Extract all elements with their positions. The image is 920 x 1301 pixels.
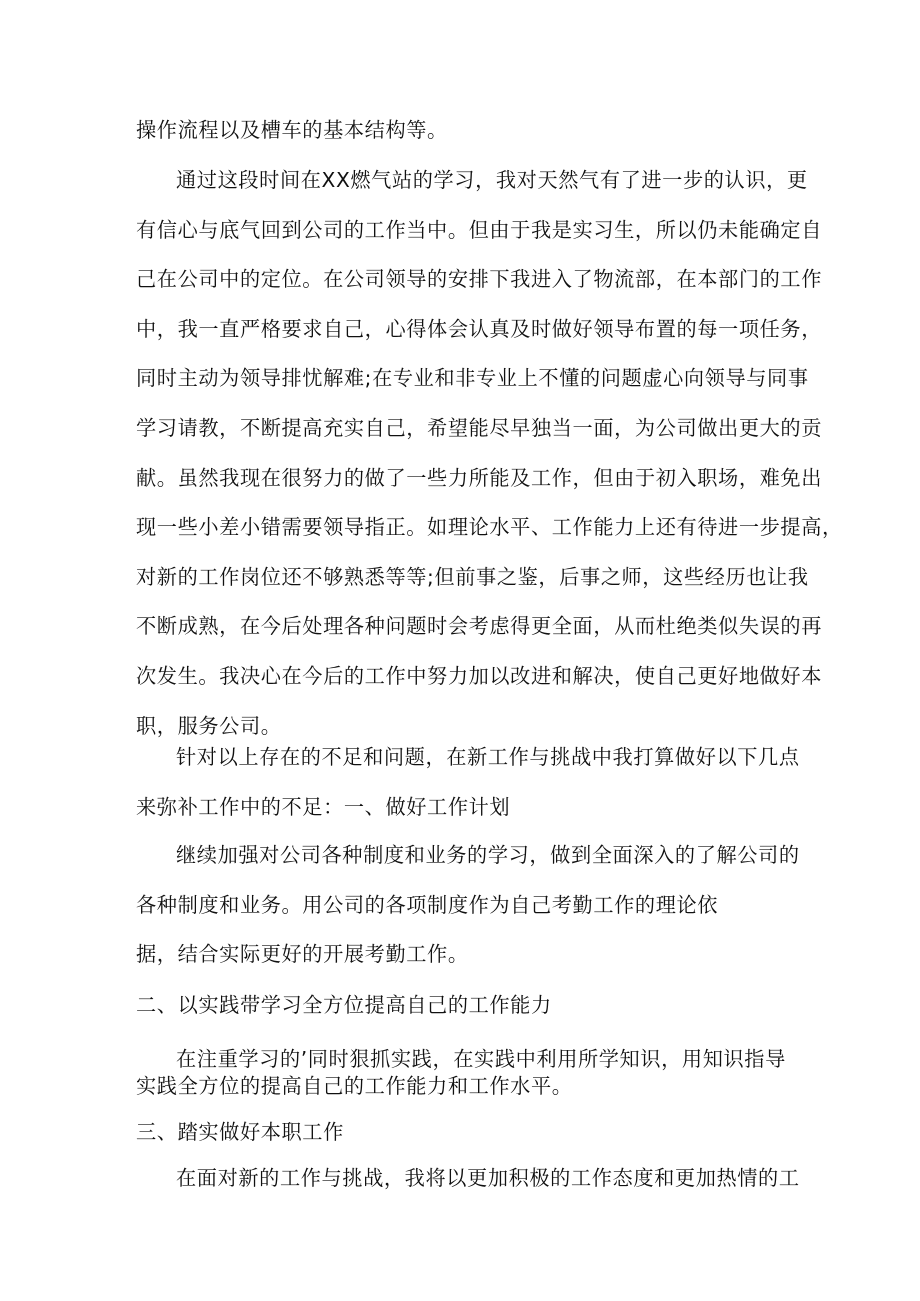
text-line: 操作流程以及槽车的基本结构等。 <box>136 118 448 142</box>
paragraph-improvement-plan <box>136 733 800 832</box>
paragraph-practice <box>136 1046 786 1100</box>
section-heading-3: 三、踏实做好本职工作 <box>136 1120 344 1144</box>
text-line: 职，服务公司。 <box>136 713 282 738</box>
text-line: 现一些小差小错需要领导指正。如理论水平、工作能力上还有待进一步提高， <box>136 515 843 540</box>
text-line: 不断成熟，在今后处理各种问题时会考虑得更全面，从而杜绝类似失误的再 <box>136 614 822 639</box>
section-heading-2: 二、以实践带学习全方位提高自己的工作能力 <box>136 993 552 1017</box>
paragraph-attendance <box>136 930 786 980</box>
paragraph-continued <box>136 106 786 156</box>
text-line: 中，我一直严格要求自己，心得体会认真及时做好领导布置的每一项任务， <box>136 316 822 341</box>
text-line: 有信心与底气回到公司的工作当中。但由于我是实习生，所以仍未能确定自 <box>136 217 822 242</box>
text-line: 通过这段时间在XX燃气站的学习，我对天然气有了进一步的认识，更 <box>176 168 808 192</box>
text-line: 次发生。我决心在今后的工作中努力加以改进和解决，使自己更好地做好本 <box>136 663 822 688</box>
text-line: 对新的工作岗位还不够熟悉等等;但前事之鉴，后事之师，这些经历也让我 <box>136 564 809 589</box>
text-line: 各种制度和业务。用公司的各项制度作为自己考勤工作的理论依 <box>136 892 719 917</box>
text-line: 针对以上存在的不足和问题，在新工作与挑战中我打算做好以下几点 <box>176 745 800 769</box>
text-line: 献。虽然我现在很努力的做了一些力所能及工作，但由于初入职场，难免出 <box>136 465 822 490</box>
text-line: 己在公司中的定位。在公司领导的安排下我进入了物流部，在本部门的工作 <box>136 267 822 292</box>
text-line: 学习请教，不断提高充实自己，希望能尽早独当一面，为公司做出更大的贡 <box>136 415 822 440</box>
paragraph-attitude <box>136 1163 800 1193</box>
text-line: 继续加强对公司各种制度和业务的学习，做到全面深入的了解公司的 <box>176 843 800 867</box>
text-line: 实践全方位的提高自己的工作能力和工作水平。 <box>136 1074 573 1098</box>
text-line: 同时主动为领导排忧解难;在专业和非专业上不懂的问题虚心向领导与同事 <box>136 366 809 391</box>
paragraph-study-reflection <box>136 156 843 751</box>
paragraph-work-plan <box>136 831 800 930</box>
text-line: 据，结合实际更好的开展考勤工作。 <box>136 942 469 966</box>
text-line: 在面对新的工作与挑战，我将以更加积极的工作态度和更加热情的工 <box>176 1166 800 1190</box>
text-line: 在注重学习的’同时狠抓实践，在实践中利用所学知识，用知识指导 <box>176 1047 786 1071</box>
text-line: 来弥补工作中的不足：一、做好工作计划 <box>136 794 511 819</box>
